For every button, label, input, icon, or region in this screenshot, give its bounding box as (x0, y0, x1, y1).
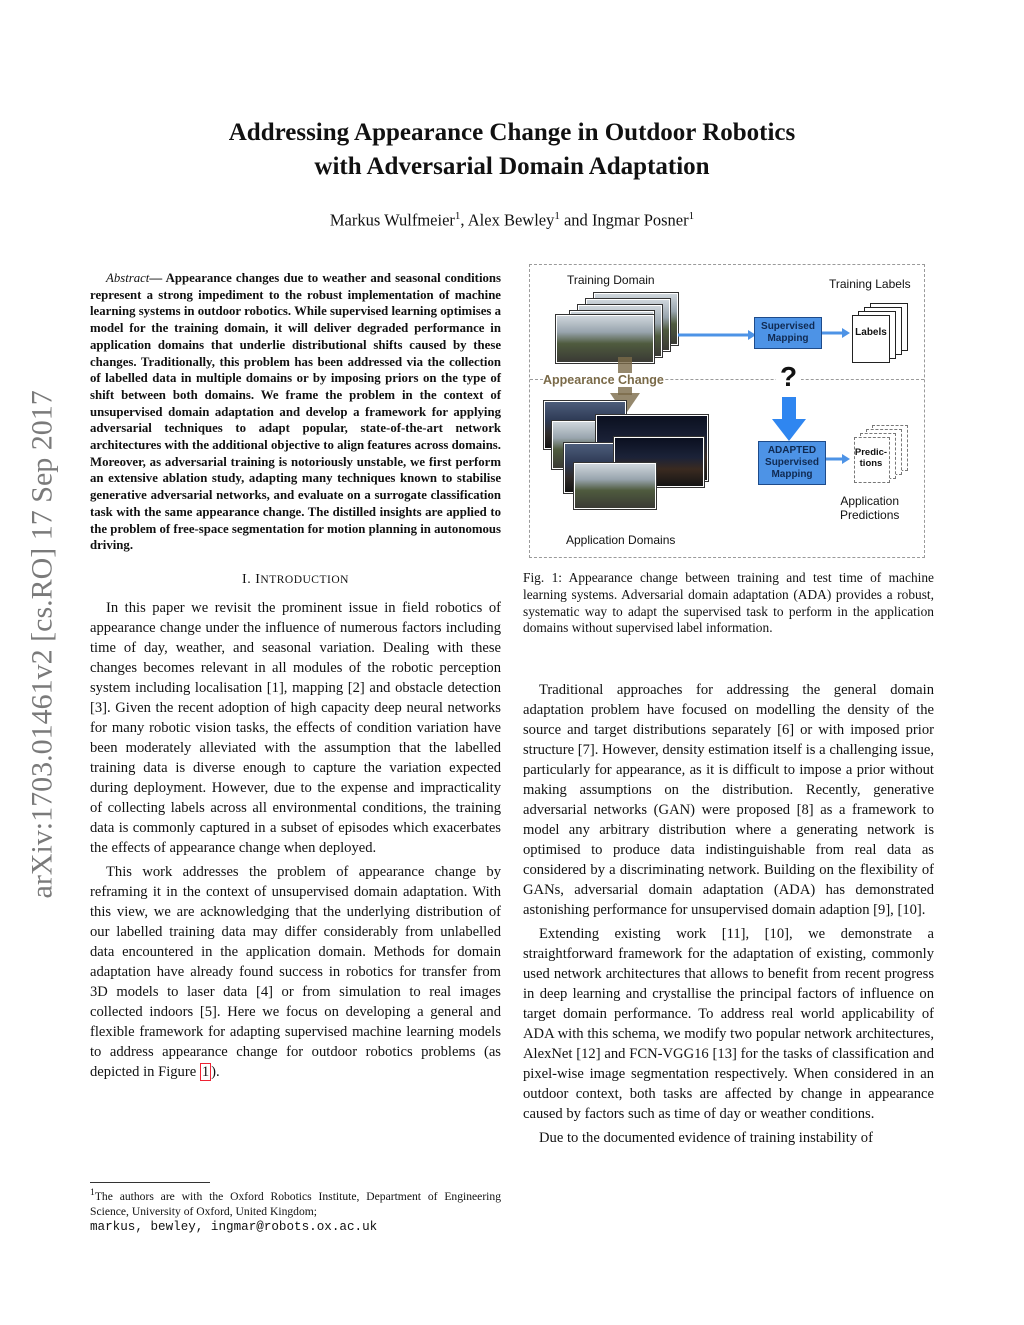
label-card (852, 315, 890, 363)
question-arrow (782, 397, 796, 421)
body-paragraph: Due to the documented evidence of training instability of (539, 1130, 873, 1146)
footnote-rule (90, 1182, 210, 1183)
labels-text: Labels (855, 327, 887, 338)
author-name: Markus Wulfmeier (329, 210, 455, 230)
paper-title (150, 116, 874, 184)
abstract-label: Abstract (106, 271, 150, 285)
right-column (523, 680, 934, 1148)
app-pred-line2: Predictions (840, 508, 900, 522)
section-heading-introduction (90, 570, 501, 590)
application-predictions-label (840, 494, 899, 522)
caption-label: Fig. 1: (523, 570, 563, 585)
adapted-line2: Supervised (765, 457, 819, 468)
adapted-mapping-label (765, 445, 819, 481)
footnote (90, 1182, 501, 1235)
adapted-supervised-mapping-box (758, 441, 826, 485)
question-mark: ? (776, 361, 801, 393)
paper-title-line1: Addressing Appearance Change in Outdoor Robotics (228, 119, 796, 146)
footnote-emails: markus, bewley, ingmar@robots.ox.ac.uk (90, 1219, 378, 1234)
adapted-line3: Mapping (771, 469, 813, 480)
author-name: Alex Bewley (467, 210, 555, 230)
affiliation-mark: 1 (454, 210, 461, 222)
section-number: I. (242, 571, 256, 587)
supervised-mapping-label: Supervised Mapping (761, 321, 815, 344)
left-column (90, 270, 501, 1082)
arrow-head (772, 419, 806, 441)
intro-paragraph-tail: ). (211, 1063, 220, 1080)
application-domains-label: Application Domains (566, 533, 676, 547)
training-labels-label: Training Labels (829, 277, 911, 291)
author-separator: , (460, 210, 468, 230)
author-separator: and (559, 210, 592, 230)
adapted-line1: ADAPTED (767, 445, 817, 456)
application-image-stack (574, 463, 656, 509)
arrow-head (842, 328, 850, 338)
predictions-text (848, 447, 894, 469)
arxiv-identifier: arXiv:1703.01461v2 [cs.RO] 17 Sep 2017 (25, 390, 59, 899)
abstract-text: Appearance changes due to weather and seasonal conditions represent a strong impediment to the robust implementation of machine learning systems in outdoor robotics. While supervised learning optimises a model for the training domain, it will deliver degraded performance in application domains that underlie distributional shifts caused by these changes. Traditionally, this problem has been addressed via the collection of labelled data in multiple domains or by imposing priors on the type of shift between both domains. We frame the problem in the context of unsupervised domain adaptation and develop a framework for applying adversarial techniques to adapt popular, state-of-the-art network architectures with the additional objective to align features across domains. Moreover, as adversarial training is notoriously unstable, we first perform an extensive ablation study, adapting many techniques known to stabilise generative adversarial networks, and evaluate on a surrogate classification task with the same appearance change. The distilled insights are applied to the problem of free-space segmentation for motion planning in autonomous driving. (90, 271, 501, 553)
caption-text: Appearance change between training and test time of machine learning systems. Adversarial domain adaptation (ADA) provides a robust, systematic way to adapt the supervised task to perform in the application domains without supervised label information. (523, 570, 935, 636)
body-paragraph: Extending existing work [11], [10], we demonstrate a straightforward framework for the adaptation of existing, commonly used network architectures that allows to benefit from recent progress in deep learning and crystallise the principal factors of influence on target domain performance. To address real world applicability of ADA with this schema, we modify two popular network architectures, AlexNet [12] and FCN-VGG16 [13] for the tasks of classification and pixel-wise image segmentation respectively. When considered in an outdoor context, both tasks are affected by change in appearance caused by factors such as time of day or weather conditions. (523, 926, 934, 1122)
figure-caption (523, 570, 934, 637)
predictions-line1: Predic- (854, 447, 888, 458)
paper-title-line2: with Adversarial Domain Adaptation (314, 153, 710, 180)
abstract (90, 270, 501, 554)
section-title-rest: NTRODUCTION (260, 573, 349, 586)
figure-1-diagram (529, 264, 925, 558)
footnote-text: The authors are with the Oxford Robotics Institute, Department of Engineering Science, University of Oxford, United Kingdom; (90, 1189, 501, 1218)
supervised-mapping-box (754, 317, 822, 349)
affiliation-mark: 1 (688, 210, 695, 222)
author-name: Ingmar Posner (591, 210, 689, 230)
section-title-first: I (255, 571, 261, 587)
body-paragraph: Traditional approaches for addressing the general domain adaptation problem have focused on modelling the density of the source and target distributions separately [6] or with imposed prior structure [7]. However, density estimation itself is a challenging issue, particularly for appearance, as it is difficult to impose a prior without making assumptions on the distribution. Recently, generative adversarial networks (GAN) were proposed [8] as a framework to model any arbitrary distribution where a generating network is optimised to produce data indistinguishable from real data as considered by a discriminating network. Building on the flexibility of GANs, adversarial domain adaptation (ADA) has demonstrated astonishing performance for unsupervised domain adaption [9], [10]. (523, 682, 934, 918)
intro-paragraph: In this paper we revisit the prominent issue in field robotics of appearance change under the influence of numerous factors including time of day, weather, and seasonal variation. Dealing with these changes becomes relevant in all modules of the robotic perception system including localisation [1], mapping [2] and obstacle detection [3]. Given the recent adoption of high capacity deep neural networks for many robotic vision tasks, the effects of condition variation have been moderately alleviated with the assumption that the labelled training data is diverse enough to capture the variation expected during deployment. However, due to the expense and impracticality of collecting labels across all environmental conditions, the training data is commonly captured in a subset of episodes which exacerbates the effects of appearance change when deployed. (90, 599, 501, 856)
intro-paragraph-text: This work addresses the problem of appearance change by reframing it in the context of unsupervised domain adaptation. With this view, we are acknowledging that the underlying distribution of our labelled training data may differ considerably from unlabelled data encountered in the application domain. Methods for domain adaptation have already found success in robotics for transfer from 3D models to laser data [4] or from simulation to real images collected indoors [5]. Here we focus on developing a general and flexible framework for adapting supervised machine learning models to address appearance change for outdoor robotics problems (as depicted in Figure (90, 863, 501, 1080)
training-domain-label: Training Domain (567, 273, 655, 287)
footnote-mark: 1 (90, 1187, 95, 1198)
appearance-change-label: Appearance Change (543, 373, 664, 387)
affiliation-mark: 1 (554, 210, 560, 222)
abstract-dash: — (149, 271, 166, 285)
predictions-line2: tions (859, 458, 883, 469)
author-list (150, 210, 874, 231)
intro-paragraph (90, 862, 501, 1082)
figure-reference-link[interactable]: 1 (201, 1063, 210, 1080)
app-pred-line1: Application (840, 494, 900, 508)
